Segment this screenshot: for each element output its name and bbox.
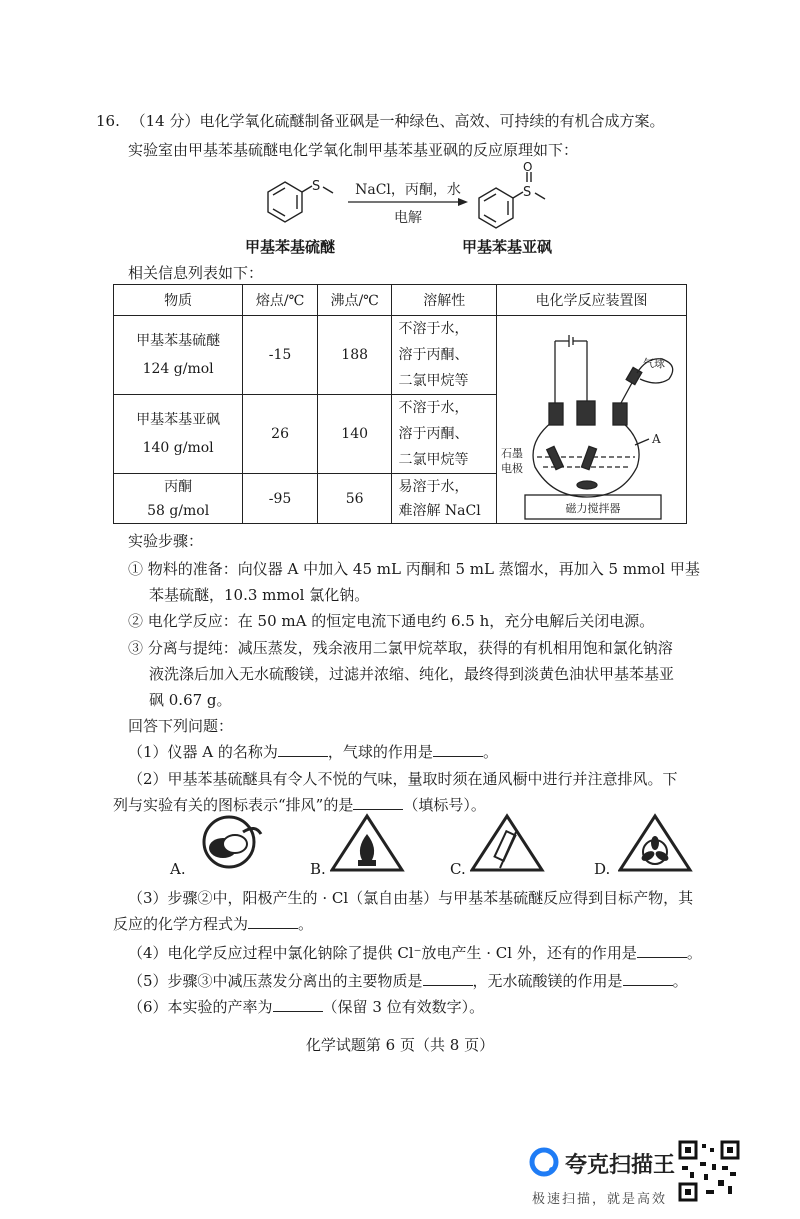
- sol-line: 二氯甲烷等: [398, 373, 469, 389]
- answer-blank[interactable]: [637, 943, 687, 958]
- q6-text-b: （保留 3 位有效数字）。: [322, 998, 485, 1016]
- substance-cell: [114, 395, 243, 474]
- option-d-label: D.: [594, 860, 611, 878]
- stirrer-label: 磁力搅拌器: [565, 501, 621, 515]
- option-b-label: B.: [310, 860, 326, 878]
- header-mp: 熔点/℃: [243, 285, 318, 316]
- question-2-line-2: [113, 794, 486, 815]
- bp-cell: 56: [317, 474, 392, 524]
- apparatus-cell: [496, 316, 686, 524]
- substance-mass: 124 g/mol: [142, 361, 214, 377]
- info-table: [113, 284, 687, 524]
- reaction-condition: 电解: [394, 210, 422, 226]
- page-footer: 化学试题第 6 页（共 8 页）: [305, 1036, 495, 1054]
- electrode-label-2: 电极: [500, 461, 523, 475]
- table-header-row: [114, 285, 687, 316]
- sol-line: 溶于丙酮、: [398, 347, 469, 363]
- reactant-structure: [268, 182, 333, 222]
- q2-text-c: （填标号）。: [403, 796, 486, 814]
- option-d-icon: [618, 812, 693, 874]
- steps-title: 实验步骤：: [128, 532, 204, 550]
- substance-mass: 140 g/mol: [142, 440, 214, 456]
- question-3-line-2: [113, 913, 313, 934]
- watermark-slogan: 极速扫描，就是高效: [532, 1192, 668, 1207]
- question-6: [128, 996, 484, 1017]
- solubility-cell: [392, 395, 497, 474]
- question-2-line-1: （2）甲基苯基硫醚具有令人不悦的气味，量取时须在通风橱中进行并注意排风。下: [128, 770, 678, 788]
- step-3-line-1: ③ 分离与提纯：减压蒸发，残余液用二氯甲烷萃取，获得的有机相用饱和氯化钠溶: [128, 639, 673, 657]
- balloon-label: 气球: [642, 356, 665, 370]
- electrode-label-1: 石墨: [500, 446, 523, 460]
- substance-cell: [114, 474, 243, 524]
- mp-cell: 26: [243, 395, 318, 474]
- option-a-label: A.: [170, 860, 186, 878]
- step-1-line-1: ① 物料的准备：向仪器 A 中加入 45 mL 丙酮和 5 mL 蒸馏水，再加入 5 mmol 甲基: [128, 560, 700, 578]
- table-intro: 相关信息列表如下：: [128, 264, 264, 282]
- q6-text-a: （6）本实验的产率为: [128, 998, 273, 1016]
- question-3-line-1: （3）步骤②中，阳极产生的 · Cl（氯自由基）与甲基苯基硫醚反应得到目标产物，其: [128, 889, 694, 907]
- q4-text-a: （4）电化学反应过程中氯化钠除了提供 Cl⁻放电产生 · Cl 外，还有的作用是: [128, 944, 637, 962]
- product-o-atom: O: [523, 160, 533, 174]
- q3-text-b: 反应的化学方程式为: [113, 915, 249, 933]
- step-2: ② 电化学反应：在 50 mA 的恒定电流下通电约 6.5 h，充分电解后关闭电源。: [128, 612, 655, 630]
- answer-blank[interactable]: [248, 914, 298, 929]
- product-s-atom: S: [523, 185, 532, 200]
- substance-name: 甲基苯基亚砜: [136, 412, 221, 428]
- electrochem-apparatus-diagram: [497, 317, 686, 523]
- option-c-label: C.: [450, 860, 466, 878]
- sol-line: 二氯甲烷等: [398, 452, 469, 468]
- reaction-reagents: NaCl，丙酮，水: [355, 182, 461, 198]
- header-apparatus: 电化学反应装置图: [496, 285, 686, 316]
- watermark-brand: 夸克扫描王: [565, 1153, 676, 1178]
- q5-text-c: 。: [672, 972, 688, 990]
- substance-name: 丙酮: [164, 478, 193, 495]
- questions-title: 回答下列问题：: [128, 717, 234, 735]
- product-structure: [479, 172, 545, 228]
- question-1: [128, 741, 498, 762]
- reactant-name: 甲基苯基硫醚: [245, 238, 336, 256]
- option-c-icon: [470, 812, 545, 874]
- flask-a-label: A: [651, 431, 661, 446]
- substance-name: 甲基苯基硫醚: [136, 333, 221, 349]
- step-3-line-3: 砜 0.67 g。: [149, 691, 232, 709]
- q1-text-b: ，气球的作用是: [327, 743, 433, 761]
- option-a-icon: [195, 814, 275, 874]
- bp-cell: 140: [317, 395, 392, 474]
- sol-line: 不溶于水，: [398, 321, 469, 337]
- sol-line: 溶于丙酮、: [398, 426, 469, 442]
- product-name: 甲基苯基亚砜: [462, 238, 553, 256]
- option-b-icon: [330, 812, 405, 874]
- solubility-cell: [392, 316, 497, 395]
- answer-blank[interactable]: [273, 997, 323, 1012]
- answer-blank[interactable]: [433, 742, 483, 757]
- intro-line-1: 电化学氧化硫醚制备亚砜是一种绿色、高效、可持续的有机合成方案。: [199, 112, 665, 130]
- header-solubility: 溶解性: [392, 285, 497, 316]
- header-substance: 物质: [114, 285, 243, 316]
- sol-line: 易溶于水，: [398, 478, 469, 495]
- header-bp: 沸点/℃: [317, 285, 392, 316]
- answer-blank[interactable]: [623, 971, 673, 986]
- q1-text-a: （1）仪器 A 的名称为: [128, 743, 278, 761]
- bp-cell: 188: [317, 316, 392, 395]
- q3-text-c: 。: [298, 915, 314, 933]
- sol-line: 不溶于水，: [398, 400, 469, 416]
- question-5: [128, 970, 688, 991]
- intro-line-2: 实验室由甲基苯基硫醚电化学氧化制甲基苯基亚砜的反应原理如下：: [128, 141, 579, 159]
- q1-text-c: 。: [482, 743, 498, 761]
- mp-cell: -95: [243, 474, 318, 524]
- question-score: （14 分）: [130, 112, 200, 130]
- sol-line: 难溶解 NaCl: [398, 502, 481, 519]
- q2-text-b: 列与实验有关的图标表示“排风”的是: [113, 796, 354, 814]
- q5-text-a: （5）步骤③中减压蒸发分离出的主要物质是: [128, 972, 423, 990]
- table-row: [114, 316, 687, 395]
- answer-blank[interactable]: [278, 742, 328, 757]
- q5-text-b: ，无水硫酸镁的作用是: [472, 972, 623, 990]
- step-3-line-2: 液洗涤后加入无水硫酸镁，过滤并浓缩、纯化，最终得到淡黄色油状甲基苯基亚: [149, 665, 675, 683]
- substance-cell: [114, 316, 243, 395]
- answer-blank[interactable]: [423, 971, 473, 986]
- reactant-s-atom: S: [312, 179, 321, 194]
- answer-blank[interactable]: [353, 795, 403, 810]
- arrow-head: [458, 198, 468, 206]
- question-header: [96, 110, 665, 131]
- mp-cell: -15: [243, 316, 318, 395]
- substance-mass: 58 g/mol: [147, 502, 210, 519]
- step-1-line-2: 苯基硫醚，10.3 mmol 氯化钠。: [149, 586, 370, 604]
- qr-code-icon: [678, 1140, 740, 1202]
- solubility-cell: [392, 474, 497, 524]
- question-4: [128, 942, 702, 963]
- question-number: 16.: [96, 112, 120, 130]
- q4-text-b: 。: [686, 944, 702, 962]
- quark-logo-icon: [528, 1146, 560, 1178]
